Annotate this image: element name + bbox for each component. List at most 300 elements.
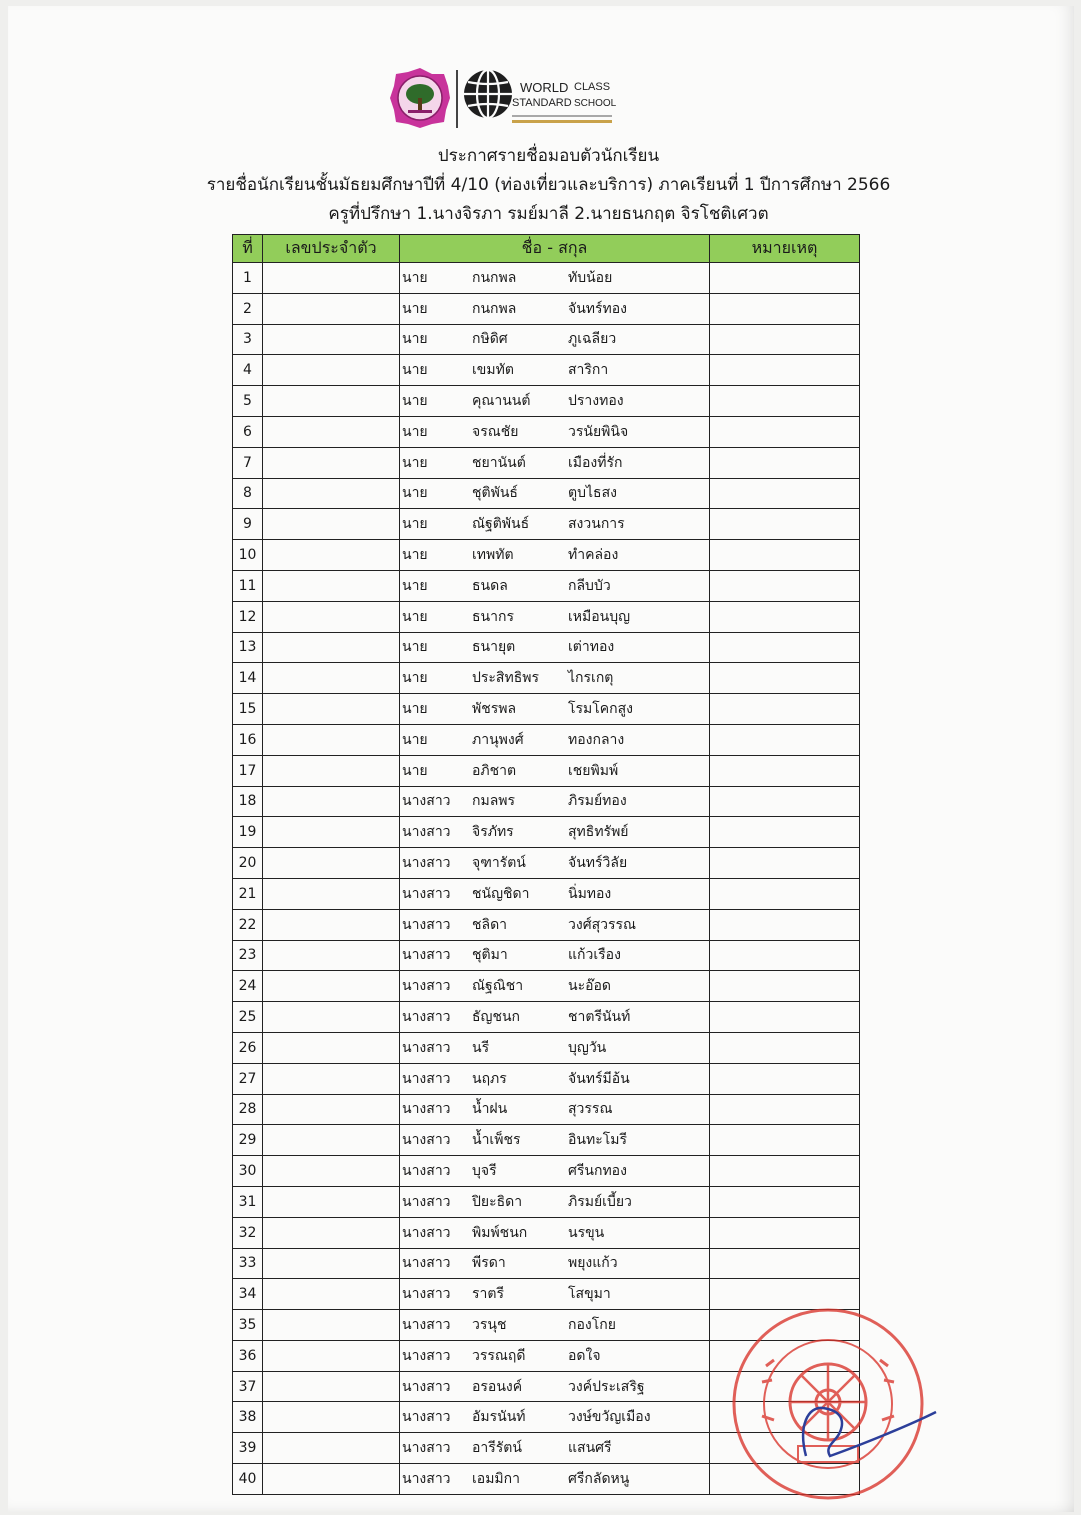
row-number: 6 bbox=[233, 416, 263, 447]
student-name-cell bbox=[400, 355, 710, 386]
table-row bbox=[233, 1094, 860, 1125]
column-header-name: ชื่อ - สกุล bbox=[400, 235, 710, 263]
name-title: นาย bbox=[402, 516, 428, 533]
row-number: 29 bbox=[233, 1125, 263, 1156]
last-name: อินทะโมรี bbox=[568, 1132, 627, 1149]
first-name: อัมรนันท์ bbox=[472, 1409, 526, 1426]
row-number: 21 bbox=[233, 878, 263, 909]
student-name-cell bbox=[400, 1402, 710, 1433]
student-id-cell bbox=[263, 1248, 400, 1279]
table-row bbox=[233, 786, 860, 817]
name-title: นางสาว bbox=[402, 1163, 451, 1179]
first-name: ภานุพงศ์ bbox=[472, 731, 524, 748]
table-row bbox=[233, 1125, 860, 1156]
row-number: 7 bbox=[233, 447, 263, 478]
first-name: ปิยะธิดา bbox=[472, 1193, 523, 1210]
row-number: 27 bbox=[233, 1063, 263, 1094]
first-name: นฤภร bbox=[472, 1070, 507, 1087]
first-name: กมลพร bbox=[472, 793, 516, 810]
student-name-cell bbox=[400, 909, 710, 940]
student-name-cell bbox=[400, 1279, 710, 1310]
student-name-cell bbox=[400, 386, 710, 417]
student-name-cell bbox=[400, 694, 710, 725]
student-id-cell bbox=[263, 1340, 400, 1371]
first-name: ชนัญชิดา bbox=[472, 885, 530, 902]
table-row bbox=[233, 848, 860, 879]
student-id-cell bbox=[263, 570, 400, 601]
name-title: นาย bbox=[402, 547, 428, 564]
table-row bbox=[233, 971, 860, 1002]
student-id-cell bbox=[263, 1279, 400, 1310]
student-name-cell bbox=[400, 1340, 710, 1371]
name-title: นางสาว bbox=[402, 1009, 451, 1026]
name-title: นางสาว bbox=[402, 1286, 451, 1303]
table-row bbox=[233, 1217, 860, 1248]
first-name: ชลิดา bbox=[472, 916, 508, 933]
table-row bbox=[233, 324, 860, 355]
last-name: โรมโคกสูง bbox=[568, 701, 634, 718]
student-name-cell bbox=[400, 1032, 710, 1063]
student-name-cell bbox=[400, 1002, 710, 1033]
student-name-cell bbox=[400, 1310, 710, 1341]
remarks-cell bbox=[710, 355, 860, 386]
logo-text-class: CLASS bbox=[574, 81, 611, 93]
table-row bbox=[233, 1186, 860, 1217]
student-name-cell bbox=[400, 293, 710, 324]
row-number: 17 bbox=[233, 755, 263, 786]
table-row bbox=[233, 570, 860, 601]
remarks-cell bbox=[710, 601, 860, 632]
column-header-student-id: เลขประจำตัว bbox=[263, 235, 400, 263]
student-id-cell bbox=[263, 1186, 400, 1217]
remarks-cell bbox=[710, 1156, 860, 1187]
name-title: นางสาว bbox=[402, 1039, 451, 1056]
table-row bbox=[233, 724, 860, 755]
logo-text-world: WORLD bbox=[520, 80, 569, 95]
name-title: นางสาว bbox=[402, 1440, 451, 1457]
last-name: บุญวัน bbox=[568, 1039, 607, 1056]
student-id-cell bbox=[263, 540, 400, 571]
remarks-cell bbox=[710, 755, 860, 786]
student-name-cell bbox=[400, 1063, 710, 1094]
student-name-cell bbox=[400, 878, 710, 909]
first-name: น้ำฝน bbox=[472, 1101, 508, 1118]
last-name: โสขุมา bbox=[568, 1286, 611, 1303]
row-number: 35 bbox=[233, 1310, 263, 1341]
row-number: 36 bbox=[233, 1340, 263, 1371]
row-number: 40 bbox=[233, 1464, 263, 1495]
row-number: 33 bbox=[233, 1248, 263, 1279]
last-name: ภิรมย์ทอง bbox=[568, 793, 627, 810]
remarks-cell bbox=[710, 724, 860, 755]
remarks-cell bbox=[710, 878, 860, 909]
remarks-cell bbox=[710, 540, 860, 571]
name-title: นางสาว bbox=[402, 1378, 451, 1395]
first-name: อารีรัตน์ bbox=[472, 1440, 522, 1457]
last-name: วงษ์ขวัญเมือง bbox=[568, 1409, 651, 1426]
remarks-cell bbox=[710, 1186, 860, 1217]
table-row bbox=[233, 263, 860, 294]
last-name: ปรางทอง bbox=[568, 393, 624, 410]
name-title: นาย bbox=[402, 731, 428, 748]
student-id-cell bbox=[263, 1433, 400, 1464]
first-name: ธนายุต bbox=[472, 639, 516, 656]
last-name: นะอ๊อด bbox=[568, 978, 611, 995]
table-row bbox=[233, 1279, 860, 1310]
remarks-cell bbox=[710, 848, 860, 879]
remarks-cell bbox=[710, 1094, 860, 1125]
first-name: เขมทัต bbox=[472, 362, 514, 379]
student-id-cell bbox=[263, 909, 400, 940]
name-title: นาย bbox=[402, 670, 428, 687]
name-title: นางสาว bbox=[402, 1347, 451, 1364]
row-number: 8 bbox=[233, 478, 263, 509]
logo-text-standard: STANDARD bbox=[512, 97, 572, 109]
student-id-cell bbox=[263, 263, 400, 294]
student-id-cell bbox=[263, 663, 400, 694]
first-name: ชุติมา bbox=[472, 947, 508, 964]
student-name-cell bbox=[400, 324, 710, 355]
student-id-cell bbox=[263, 632, 400, 663]
row-number: 28 bbox=[233, 1094, 263, 1125]
first-name: วรรณฤดี bbox=[472, 1347, 526, 1364]
name-title: นางสาว bbox=[402, 1224, 451, 1241]
school-stamp-icon bbox=[728, 1306, 938, 1506]
student-name-cell bbox=[400, 1371, 710, 1402]
remarks-cell bbox=[710, 570, 860, 601]
row-number: 2 bbox=[233, 293, 263, 324]
student-name-cell bbox=[400, 478, 710, 509]
name-title: นาย bbox=[402, 300, 428, 317]
last-name: อดใจ bbox=[568, 1347, 601, 1364]
name-title: นาย bbox=[402, 701, 428, 718]
last-name: วงค์ประเสริฐ bbox=[568, 1378, 645, 1395]
first-name: ธนดล bbox=[472, 577, 508, 594]
table-row bbox=[233, 293, 860, 324]
student-id-cell bbox=[263, 1156, 400, 1187]
last-name: เหมือนบุญ bbox=[568, 608, 631, 625]
table-header-row bbox=[233, 235, 860, 263]
remarks-cell bbox=[710, 786, 860, 817]
column-header-no: ที่ bbox=[233, 235, 263, 263]
first-name: อรอนงค์ bbox=[472, 1378, 523, 1395]
name-title: นางสาว bbox=[402, 824, 451, 841]
last-name: จันทร์มีอ้น bbox=[568, 1070, 630, 1087]
advisors-line: ครูที่ปรึกษา 1.นางจิรภา รมย์มาลี 2.นายธนกฤต จิรโชติเศวต bbox=[328, 204, 769, 224]
first-name: จุฑารัตน์ bbox=[472, 855, 526, 872]
first-name: วรนุช bbox=[472, 1316, 507, 1333]
row-number: 14 bbox=[233, 663, 263, 694]
column-header-remarks: หมายเหตุ bbox=[710, 235, 860, 263]
student-name-cell bbox=[400, 1248, 710, 1279]
first-name: ธนากร bbox=[472, 608, 514, 625]
table-row bbox=[233, 601, 860, 632]
table-row bbox=[233, 1032, 860, 1063]
last-name: ภิรมย์เบี้ยว bbox=[568, 1193, 632, 1210]
remarks-cell bbox=[710, 940, 860, 971]
table-row bbox=[233, 355, 860, 386]
first-name: ธัญชนก bbox=[472, 1009, 521, 1026]
table-row bbox=[233, 663, 860, 694]
name-title: นางสาว bbox=[402, 947, 451, 964]
student-id-cell bbox=[263, 478, 400, 509]
student-name-cell bbox=[400, 663, 710, 694]
student-name-cell bbox=[400, 971, 710, 1002]
row-number: 23 bbox=[233, 940, 263, 971]
last-name: แสนศรี bbox=[568, 1440, 612, 1457]
name-title: นางสาว bbox=[402, 978, 451, 995]
student-name-cell bbox=[400, 1125, 710, 1156]
student-id-cell bbox=[263, 355, 400, 386]
first-name: น้ำเพ็ชร bbox=[472, 1132, 521, 1149]
row-number: 20 bbox=[233, 848, 263, 879]
first-name: ณัฐติพันธ์ bbox=[472, 516, 530, 533]
student-name-cell bbox=[400, 263, 710, 294]
table-row bbox=[233, 632, 860, 663]
remarks-cell bbox=[710, 509, 860, 540]
name-title: นางสาว bbox=[402, 1409, 451, 1426]
first-name: ราตรี bbox=[472, 1286, 504, 1303]
student-name-cell bbox=[400, 1217, 710, 1248]
name-title: นาย bbox=[402, 577, 428, 594]
table-row bbox=[233, 509, 860, 540]
header-logos bbox=[388, 64, 618, 134]
remarks-cell bbox=[710, 1125, 860, 1156]
last-name: จันทร์วิลัย bbox=[568, 855, 628, 872]
first-name: พิมพ์ชนก bbox=[472, 1224, 528, 1241]
first-name: ชุติพันธ์ bbox=[472, 485, 518, 502]
student-id-cell bbox=[263, 1063, 400, 1094]
remarks-cell bbox=[710, 971, 860, 1002]
student-id-cell bbox=[263, 786, 400, 817]
student-name-cell bbox=[400, 755, 710, 786]
row-number: 38 bbox=[233, 1402, 263, 1433]
row-number: 39 bbox=[233, 1433, 263, 1464]
first-name: อภิชาต bbox=[472, 762, 517, 779]
first-name: กษิดิศ bbox=[472, 331, 508, 348]
student-name-cell bbox=[400, 786, 710, 817]
logo-divider bbox=[456, 70, 458, 128]
row-number: 16 bbox=[233, 724, 263, 755]
remarks-cell bbox=[710, 263, 860, 294]
table-row bbox=[233, 478, 860, 509]
first-name: จรณชัย bbox=[472, 423, 519, 440]
remarks-cell bbox=[710, 909, 860, 940]
table-row bbox=[233, 540, 860, 571]
logo-text-school: SCHOOL bbox=[574, 98, 617, 109]
student-name-cell bbox=[400, 416, 710, 447]
student-id-cell bbox=[263, 447, 400, 478]
student-id-cell bbox=[263, 1371, 400, 1402]
last-name: สาริกา bbox=[568, 362, 609, 379]
student-name-cell bbox=[400, 940, 710, 971]
name-title: นางสาว bbox=[402, 1316, 451, 1333]
row-number: 1 bbox=[233, 263, 263, 294]
student-id-cell bbox=[263, 940, 400, 971]
row-number: 31 bbox=[233, 1186, 263, 1217]
student-id-cell bbox=[263, 971, 400, 1002]
remarks-cell bbox=[710, 1279, 860, 1310]
name-title: นาย bbox=[402, 454, 428, 471]
first-name: บุจรี bbox=[472, 1163, 497, 1179]
student-id-cell bbox=[263, 324, 400, 355]
student-id-cell bbox=[263, 1464, 400, 1495]
remarks-cell bbox=[710, 293, 860, 324]
row-number: 18 bbox=[233, 786, 263, 817]
first-name: ประสิทธิพร bbox=[472, 670, 539, 687]
student-name-cell bbox=[400, 724, 710, 755]
row-number: 32 bbox=[233, 1217, 263, 1248]
table-row bbox=[233, 817, 860, 848]
name-title: นาย bbox=[402, 762, 428, 779]
last-name: ไกรเกตุ bbox=[568, 670, 614, 687]
last-name: สุวรรณ bbox=[568, 1101, 613, 1118]
remarks-cell bbox=[710, 1248, 860, 1279]
row-number: 37 bbox=[233, 1371, 263, 1402]
last-name: สุทธิทรัพย์ bbox=[568, 824, 629, 841]
row-number: 19 bbox=[233, 817, 263, 848]
table-row bbox=[233, 940, 860, 971]
table-row bbox=[233, 1063, 860, 1094]
student-name-cell bbox=[400, 601, 710, 632]
remarks-cell bbox=[710, 1217, 860, 1248]
student-id-cell bbox=[263, 1125, 400, 1156]
name-title: นางสาว bbox=[402, 1255, 451, 1272]
remarks-cell bbox=[710, 694, 860, 725]
remarks-cell bbox=[710, 817, 860, 848]
row-number: 30 bbox=[233, 1156, 263, 1187]
name-title: นางสาว bbox=[402, 793, 451, 810]
table-row bbox=[233, 878, 860, 909]
first-name: พัชรพล bbox=[472, 701, 517, 718]
row-number: 26 bbox=[233, 1032, 263, 1063]
remarks-cell bbox=[710, 447, 860, 478]
first-name: กนกพล bbox=[472, 300, 517, 317]
student-id-cell bbox=[263, 755, 400, 786]
first-name: ณัฐณิชา bbox=[472, 978, 524, 995]
student-name-cell bbox=[400, 540, 710, 571]
row-number: 11 bbox=[233, 570, 263, 601]
first-name: ชยานันต์ bbox=[472, 454, 526, 471]
last-name: ทองกลาง bbox=[568, 731, 625, 748]
name-title: นางสาว bbox=[402, 1070, 451, 1087]
name-title: นาย bbox=[402, 393, 428, 410]
remarks-cell bbox=[710, 478, 860, 509]
name-title: นาย bbox=[402, 362, 428, 379]
last-name: ชาตรีนันท์ bbox=[568, 1009, 631, 1026]
document-subtitle: รายชื่อนักเรียนชั้นมัธยมศึกษาปีที่ 4/10 (ท่องเที่ยวและบริการ) ภาคเรียนที่ 1 ปีการศึกษา 2566 bbox=[206, 175, 891, 195]
row-number: 3 bbox=[233, 324, 263, 355]
row-number: 4 bbox=[233, 355, 263, 386]
student-id-cell bbox=[263, 601, 400, 632]
last-name: วงศ์สุวรรณ bbox=[568, 916, 637, 933]
school-seal-icon bbox=[388, 66, 452, 130]
row-number: 24 bbox=[233, 971, 263, 1002]
table-row bbox=[233, 1156, 860, 1187]
student-name-cell bbox=[400, 509, 710, 540]
name-title: นาย bbox=[402, 639, 428, 656]
document-title: ประกาศรายชื่อมอบตัวนักเรียน bbox=[437, 146, 660, 166]
remarks-cell bbox=[710, 416, 860, 447]
row-number: 13 bbox=[233, 632, 263, 663]
student-id-cell bbox=[263, 1310, 400, 1341]
table-row bbox=[233, 694, 860, 725]
remarks-cell bbox=[710, 1032, 860, 1063]
first-name: เอมมิกา bbox=[472, 1470, 520, 1487]
student-id-cell bbox=[263, 386, 400, 417]
last-name: ภูเฉลียว bbox=[568, 331, 617, 348]
student-id-cell bbox=[263, 724, 400, 755]
table-row bbox=[233, 447, 860, 478]
name-title: นางสาว bbox=[402, 1132, 451, 1149]
row-number: 34 bbox=[233, 1279, 263, 1310]
last-name: ศรีกลัดหนู bbox=[568, 1470, 630, 1487]
last-name: นรขุน bbox=[568, 1224, 605, 1241]
name-title: นางสาว bbox=[402, 885, 451, 902]
name-title: นาย bbox=[402, 485, 428, 502]
last-name: นิ่มทอง bbox=[568, 885, 612, 902]
table-row bbox=[233, 1002, 860, 1033]
remarks-cell bbox=[710, 1063, 860, 1094]
last-name: จันทร์ทอง bbox=[568, 300, 627, 317]
student-name-cell bbox=[400, 848, 710, 879]
first-name: คุณานนต์ bbox=[472, 393, 531, 410]
student-name-cell bbox=[400, 570, 710, 601]
student-id-cell bbox=[263, 1402, 400, 1433]
row-number: 9 bbox=[233, 509, 263, 540]
student-id-cell bbox=[263, 848, 400, 879]
row-number: 5 bbox=[233, 386, 263, 417]
table-row bbox=[233, 1248, 860, 1279]
student-name-cell bbox=[400, 632, 710, 663]
student-name-cell bbox=[400, 1156, 710, 1187]
name-title: นาย bbox=[402, 269, 428, 286]
first-name: พีรดา bbox=[472, 1255, 506, 1272]
name-title: นางสาว bbox=[402, 1101, 451, 1118]
student-name-cell bbox=[400, 817, 710, 848]
first-name: จิรภัทร bbox=[472, 824, 514, 841]
student-id-cell bbox=[263, 509, 400, 540]
last-name: ศรีนกทอง bbox=[568, 1163, 627, 1179]
first-name: กนกพล bbox=[472, 269, 517, 286]
student-id-cell bbox=[263, 1217, 400, 1248]
row-number: 15 bbox=[233, 694, 263, 725]
remarks-cell bbox=[710, 663, 860, 694]
student-id-cell bbox=[263, 1002, 400, 1033]
table-row bbox=[233, 755, 860, 786]
last-name: ตูบไธสง bbox=[568, 485, 617, 502]
student-id-cell bbox=[263, 1032, 400, 1063]
name-title: นาย bbox=[402, 331, 428, 348]
last-name: เต่าทอง bbox=[568, 639, 615, 656]
student-name-cell bbox=[400, 447, 710, 478]
first-name: นรี bbox=[472, 1039, 490, 1056]
last-name: สงวนการ bbox=[568, 516, 625, 533]
name-title: นางสาว bbox=[402, 1470, 451, 1487]
last-name: เชยพิมพ์ bbox=[568, 762, 619, 779]
first-name: เทพทัต bbox=[472, 547, 514, 564]
globe-icon bbox=[462, 64, 618, 132]
student-id-cell bbox=[263, 1094, 400, 1125]
remarks-cell bbox=[710, 324, 860, 355]
last-name: ทับน้อย bbox=[568, 269, 613, 286]
last-name: วรนัยพินิจ bbox=[568, 423, 629, 440]
row-number: 25 bbox=[233, 1002, 263, 1033]
student-name-cell bbox=[400, 1433, 710, 1464]
last-name: กลีบบัว bbox=[568, 577, 611, 594]
student-id-cell bbox=[263, 878, 400, 909]
row-number: 22 bbox=[233, 909, 263, 940]
